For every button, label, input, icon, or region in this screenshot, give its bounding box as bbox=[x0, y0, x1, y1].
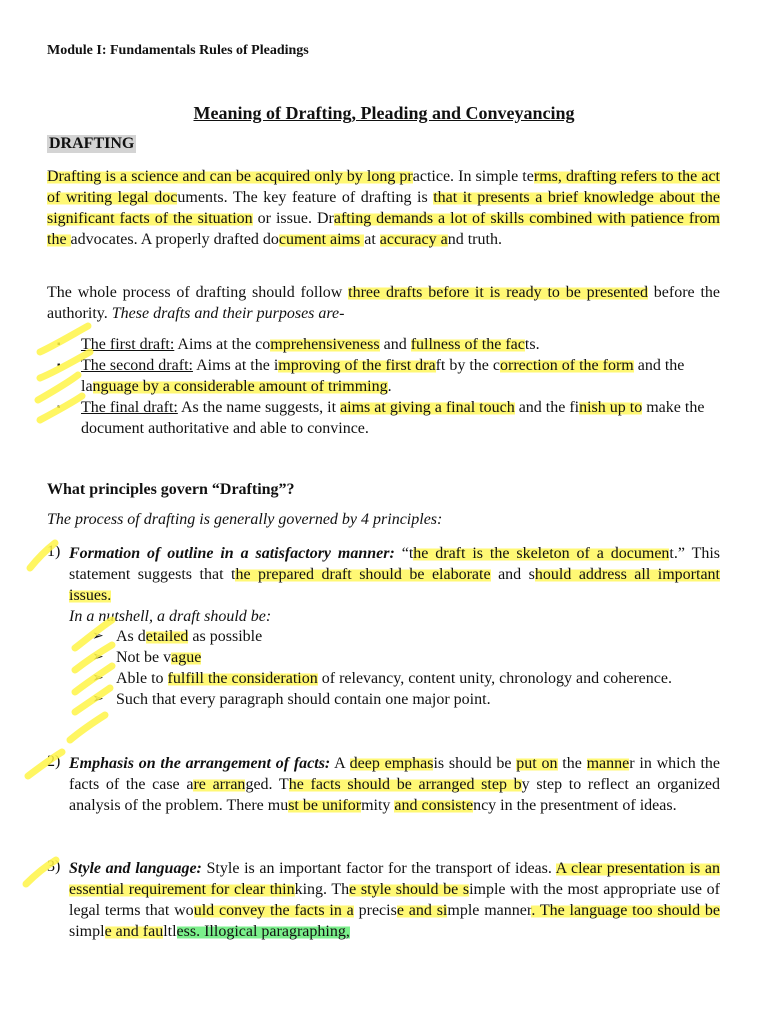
text-run: Style is an important factor for the transport of ideas. bbox=[201, 860, 556, 877]
text-run: ncy in the presentment of ideas. bbox=[473, 797, 677, 814]
list-item bbox=[92, 689, 720, 710]
highlight: mproving of the first dra bbox=[278, 357, 436, 374]
nutshell-label: In a nutshell, a draft should be: bbox=[69, 608, 272, 625]
highlight: he facts should be arranged step b bbox=[288, 776, 522, 793]
paragraph-drafting-process bbox=[47, 282, 720, 324]
highlight: mprehensiveness bbox=[270, 336, 380, 353]
text-run: r in which the facts of the case a bbox=[69, 755, 721, 793]
text-run: Aims at the i bbox=[192, 357, 279, 374]
text-run: The whole process of drafting should follow bbox=[47, 284, 349, 301]
highlight: . The language too should be bbox=[531, 902, 721, 919]
arrow-bullet-icon: ➢ bbox=[92, 671, 104, 686]
text-run: and s bbox=[490, 566, 535, 583]
item-label: The first draft: bbox=[81, 336, 175, 353]
text-run: as possible bbox=[188, 628, 263, 645]
text-run: ts. bbox=[524, 336, 540, 353]
text-run: As the name suggests, it bbox=[177, 399, 341, 416]
highlight: rms, drafting refers to the act of writing legal doc bbox=[47, 168, 721, 206]
highlight: nguage by a considerable amount of trimming bbox=[92, 378, 388, 395]
highlight: e and fau bbox=[104, 923, 164, 940]
highlight: aims at giving a final touch bbox=[340, 399, 515, 416]
text-run: simpl bbox=[69, 923, 105, 940]
highlight: put on bbox=[516, 755, 558, 772]
text-run: and the la bbox=[81, 357, 685, 395]
bullet-icon: ▪ bbox=[57, 402, 61, 413]
highlight: e and si bbox=[396, 902, 448, 919]
principle-title: Style and language: bbox=[69, 860, 202, 877]
text-run: ltl bbox=[163, 923, 177, 940]
drafts-list bbox=[57, 334, 720, 439]
highlight: A clear presentation is an essential requirement for clear thin bbox=[69, 860, 721, 898]
highlight: re arran bbox=[193, 776, 246, 793]
highlight: that it presents a brief knowledge about the significant facts of the situation bbox=[47, 189, 721, 227]
principle-3-text bbox=[69, 858, 720, 942]
item-label: The second draft: bbox=[81, 357, 193, 374]
principle-2-text bbox=[69, 753, 720, 816]
arrow-bullet-icon: ➢ bbox=[92, 650, 104, 665]
text-run: and the fi bbox=[514, 399, 580, 416]
text-run: precis bbox=[353, 902, 397, 919]
highlighter-stroke bbox=[70, 715, 105, 740]
list-item bbox=[92, 668, 720, 689]
text-run: of relevancy, content unity, chronology and coherence. bbox=[317, 670, 672, 687]
text-run: the bbox=[557, 755, 587, 772]
list-item-second-draft bbox=[57, 355, 720, 397]
highlight: cument aims bbox=[278, 231, 365, 248]
text-run: As d bbox=[116, 628, 146, 645]
text-run: Aims at the co bbox=[174, 336, 271, 353]
arrow-bullet-icon: ➢ bbox=[92, 692, 104, 707]
principles-question: What principles govern “Drafting”? bbox=[47, 481, 295, 498]
principle-number-3: 3) bbox=[47, 858, 61, 875]
principles-intro: The process of drafting is generally governed by 4 principles: bbox=[47, 511, 443, 528]
text-run: king. Th bbox=[294, 881, 350, 898]
text-run: ged. T bbox=[245, 776, 289, 793]
principle-title: Formation of outline in a satisfactory manner: bbox=[69, 545, 395, 562]
principle-number-1: 1) bbox=[47, 543, 61, 560]
arrow-bullet-icon: ➢ bbox=[92, 629, 104, 644]
highlight: ague bbox=[171, 649, 202, 666]
text-run: “t bbox=[394, 545, 414, 562]
list-item bbox=[92, 626, 720, 647]
principle-number-2: 2) bbox=[47, 753, 61, 770]
highlight: Drafting is a science and can be acquired only by long pr bbox=[47, 168, 413, 185]
highlight: hould address all important issues. bbox=[69, 566, 720, 604]
text-run: . bbox=[387, 378, 392, 395]
highlight: uld convey the facts in a bbox=[193, 902, 354, 919]
text-run: make the document authoritative and able to convince. bbox=[81, 399, 705, 437]
text-run: ft by the c bbox=[435, 357, 500, 374]
highlight: fulfill the consideration bbox=[167, 670, 318, 687]
text-run: or issue. Dr bbox=[252, 210, 334, 227]
highlight: he prepared draft should be elaborate bbox=[235, 566, 491, 583]
outline-sublist bbox=[92, 626, 720, 710]
text-run: before the authority. bbox=[47, 284, 721, 322]
highlight: accuracy a bbox=[379, 231, 448, 248]
page-title: Meaning of Drafting, Pleading and Conveyancing bbox=[193, 103, 575, 123]
text-run: and bbox=[379, 336, 411, 353]
highlight: three drafts before it is ready to be presented bbox=[348, 284, 648, 301]
paragraph-drafting-definition bbox=[47, 166, 720, 250]
bullet-icon: ▪ bbox=[57, 339, 61, 350]
highlight: st be unifor bbox=[288, 797, 362, 814]
text-run: Able to bbox=[116, 670, 168, 687]
list-item-first-draft bbox=[57, 334, 720, 355]
highlight: he draft is the skeleton of a documen bbox=[413, 545, 670, 562]
highlight-green: ess. Illogical paragraphing, bbox=[176, 923, 350, 940]
text-run: advocates. A properly drafted do bbox=[70, 231, 279, 248]
highlight: etailed bbox=[145, 628, 189, 645]
text-run: is should be bbox=[433, 755, 517, 772]
highlight: e style should be s bbox=[349, 881, 470, 898]
bullet-icon: ▪ bbox=[57, 360, 61, 371]
section-heading-drafting: DRAFTING bbox=[49, 135, 135, 152]
highlight: and consiste bbox=[394, 797, 474, 814]
module-heading: Module I: Fundamentals Rules of Pleadings bbox=[47, 43, 309, 58]
text-run: A bbox=[330, 755, 350, 772]
text-run: imple with the most appropriate use of legal terms that wo bbox=[69, 881, 720, 919]
text-run-italic: These drafts and their purposes are- bbox=[111, 305, 345, 322]
text-run: mity bbox=[361, 797, 395, 814]
highlight: manne bbox=[586, 755, 630, 772]
principle-title: Emphasis on the arrangement of facts: bbox=[69, 755, 331, 772]
text-run: actice. In simple te bbox=[412, 168, 534, 185]
highlight: orrection of the form bbox=[500, 357, 634, 374]
highlight: fullness of the fac bbox=[410, 336, 525, 353]
item-label: The final draft: bbox=[81, 399, 178, 416]
highlight: deep emphas bbox=[349, 755, 434, 772]
list-item bbox=[92, 647, 720, 668]
principle-1-text bbox=[69, 543, 720, 627]
list-item-final-draft bbox=[57, 397, 720, 439]
text-run: y step to reflect an organized analysis of the problem. There mu bbox=[69, 776, 721, 814]
text-run: Such that every paragraph should contain one major point. bbox=[116, 691, 491, 708]
highlight: afting demands a lot of skills combined with patience from the bbox=[47, 210, 721, 248]
text-run: nd truth. bbox=[447, 231, 502, 248]
text-run: at bbox=[364, 231, 380, 248]
text-run: Not be v bbox=[116, 649, 172, 666]
highlight: nish up to bbox=[579, 399, 643, 416]
text-run: t.” This statement suggests that t bbox=[69, 545, 721, 583]
text-run: mple manner bbox=[447, 902, 532, 919]
text-run: uments. The key feature of drafting is bbox=[177, 189, 434, 206]
